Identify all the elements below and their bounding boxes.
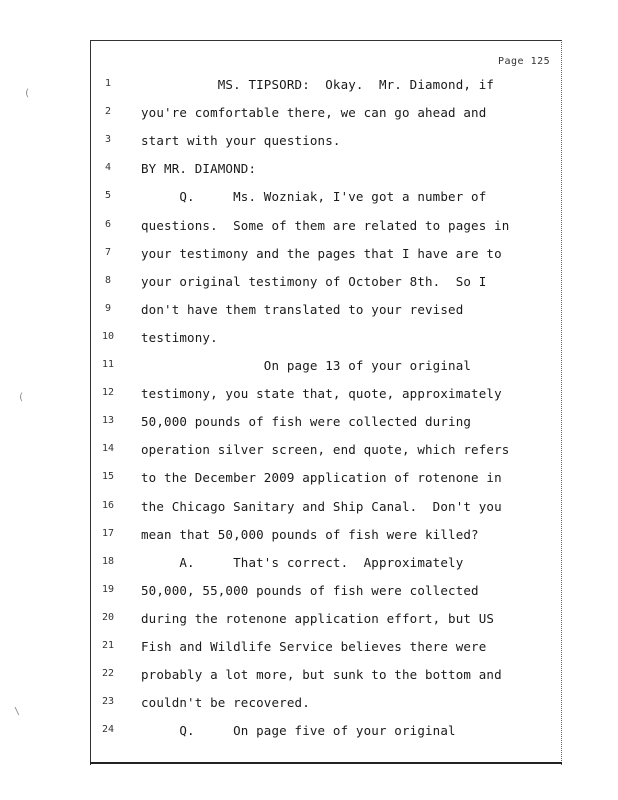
page-number: Page 125: [498, 56, 551, 67]
transcript-line: 50,000 pounds of fish were collected during: [141, 414, 472, 430]
transcript-line: 50,000, 55,000 pounds of fish were collected: [141, 582, 479, 598]
line-number: 3: [104, 134, 112, 146]
transcript-line: don't have them translated to your revised: [141, 301, 464, 317]
transcript-line: testimony.: [141, 329, 218, 345]
line-number: 9: [104, 302, 112, 314]
transcript-line: probably a lot more, but sunk to the bottom and: [141, 667, 502, 683]
line-number: 4: [104, 162, 112, 174]
transcript-line: your original testimony of October 8th. So I: [141, 273, 487, 289]
line-number: 8: [104, 274, 112, 286]
transcript-line: mean that 50,000 pounds of fish were killed?: [141, 526, 479, 542]
line-number: 5: [104, 190, 112, 202]
transcript-line: start with your questions.: [141, 133, 341, 149]
transcript-line: Fish and Wildlife Service believes there were: [141, 639, 487, 654]
line-number: 2: [104, 106, 112, 118]
line-number: 1: [104, 78, 112, 89]
transcript-line: you're comfortable there, we can go ahead and: [141, 105, 487, 121]
line-number: 15: [101, 471, 115, 483]
transcript-line: testimony, you state that, quote, approximately: [141, 386, 502, 402]
line-number: 7: [104, 246, 112, 258]
transcript-page-frame: [90, 40, 562, 765]
transcript-line: during the rotenone application effort, but US: [141, 610, 495, 626]
line-number: 6: [104, 218, 112, 230]
margin-mark: (: [18, 392, 25, 403]
transcript-line: operation silver screen, end quote, which refers: [141, 442, 510, 458]
line-number: 22: [101, 668, 115, 680]
line-number: 23: [101, 696, 115, 708]
line-number: 10: [101, 330, 115, 342]
transcript-line: Q. On page five of your original: [141, 723, 456, 739]
transcript-line: couldn't be recovered.: [141, 695, 310, 711]
line-number: 13: [101, 415, 115, 427]
line-number: 11: [101, 359, 115, 370]
transcript-line: questions. Some of them are related to pages in: [141, 217, 510, 233]
margin-mark: \: [14, 706, 21, 717]
transcript-line: the Chicago Sanitary and Ship Canal. Don't you: [141, 498, 502, 514]
line-number: 16: [101, 499, 115, 511]
line-number: 18: [101, 555, 115, 567]
transcript-line: your testimony and the pages that I have are to: [141, 245, 502, 261]
transcript-line: On page 13 of your original: [141, 358, 472, 373]
transcript-line: A. That's correct. Approximately: [141, 554, 464, 570]
line-number: 14: [101, 443, 115, 455]
transcript-line: Q. Ms. Wozniak, I've got a number of: [141, 189, 487, 205]
line-number: 19: [101, 583, 115, 595]
line-number: 20: [101, 611, 115, 623]
line-number: 21: [101, 640, 115, 651]
transcript-line: BY MR. DIAMOND:: [141, 161, 257, 177]
transcript-line: to the December 2009 application of rotenone in: [141, 470, 502, 486]
margin-mark: (: [24, 88, 31, 99]
line-number: 17: [101, 527, 115, 539]
line-number: 24: [101, 724, 115, 736]
line-number: 12: [101, 387, 115, 399]
bottom-rule: [90, 762, 562, 764]
transcript-line: MS. TIPSORD: Okay. Mr. Diamond, if: [141, 77, 495, 92]
